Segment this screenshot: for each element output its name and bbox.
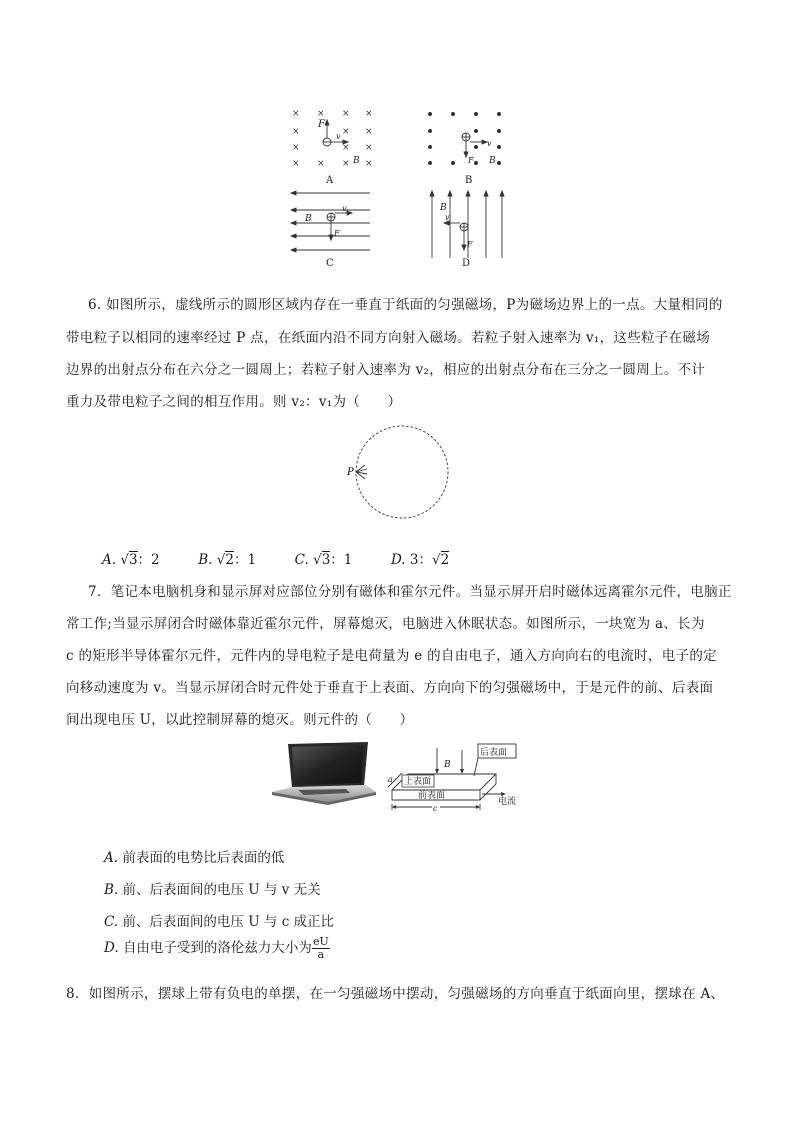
q6-options [102,548,449,568]
q6-line-1: 6. 如图所示，虚线所示的圆形区域内存在一垂直于纸面的匀强磁场，P为磁场边界上的一点。大量相同的 [88,297,723,313]
q6-line-4: 重力及带电粒子之间的相互作用。则 v₂：v₁为（ ） [66,394,402,410]
q7-line-1: 7．笔记本电脑机身和显示屏对应部位分别有磁体和霍尔元件。当显示屏开启时磁体远离霍尔元件，电脑正 [88,584,732,600]
q6-line-2: 带电粒子以相同的速率经过 P 点，在纸面内沿不同方向射入磁场。若粒子射入速率为 v₁，这些粒子在磁场 [66,330,710,346]
svg-text:×: × [292,127,300,137]
label-b: B [465,175,473,186]
front-surface-label: 前表面 [418,791,446,801]
force-label-c: F [334,229,340,238]
force-label-a: F [318,119,325,130]
velocity-label-c: v [342,204,347,213]
label-d: D [462,258,471,269]
label-c: C [326,258,334,269]
svg-text:×: × [365,109,373,119]
q7-choice-d[interactable]: D. 自由电子受到的洛伦兹力大小为 $\frac{eU}{a}$ [104,935,329,961]
diagram-a [292,109,373,169]
svg-text:×: × [292,159,300,169]
svg-text:×: × [342,109,350,119]
velocity-label-a: v [336,132,341,141]
fraction-eu-over-a: $\frac{eU}{a}$ [312,935,329,961]
field-label-b: B [489,156,496,166]
svg-text:×: × [365,127,373,137]
point-p-label: P [347,467,354,478]
q7-line-5: 间出现电压 U，以此控制屏幕的熄灭。则元件的（ ） [66,712,414,728]
q6-option-a[interactable]: A. √3：2 [102,552,160,568]
q7-line-3: c 的矩形半导体霍尔元件，元件内的导电粒子是电荷量为 e 的自由电子，通入方向向右的电流时，电子的定 [66,648,717,664]
svg-text:×: × [292,143,300,153]
velocity-label-d: v [445,213,450,222]
q6-option-c[interactable]: C. √3：1 [294,552,353,568]
hall-b-label: B [444,760,451,770]
svg-text:×: × [342,143,350,153]
field-label-a: B [353,156,360,166]
svg-text:×: × [365,159,373,169]
force-label-d: F [467,240,473,249]
length-c-label: c [433,804,438,812]
back-surface-label: 后表面 [480,748,508,758]
current-label: 电流 [498,797,517,807]
field-label-c: B [305,214,312,224]
svg-text:×: × [317,109,325,119]
hall-element-figure [382,742,522,812]
q7-choice-c[interactable]: C. 前、后表面间的电压 U 与 c 成正比 [104,914,335,930]
top-surface-label: 上表面 [404,777,432,787]
laptop-image [268,740,378,806]
svg-text:×: × [342,159,350,169]
q7-line-4: 向移动速度为 v。当显示屏闭合时元件处于垂直于上表面、方向向下的匀强磁场中，于是元件的前、后表面 [66,680,714,696]
svg-text:×: × [365,143,373,153]
svg-text:×: × [292,109,300,119]
q6-option-d[interactable]: D. 3：√2 [390,552,450,568]
label-a: A [326,175,334,186]
field-label-d: B [440,203,447,213]
q6-option-b[interactable]: B. √2：1 [198,552,257,568]
svg-text:×: × [317,159,325,169]
q7-choice-a[interactable]: A. 前表面的电势比后表面的低 [104,850,285,866]
q7-choice-b[interactable]: B. 前、后表面间的电压 U 与 v 无关 [104,882,321,898]
width-a-label: a [388,775,393,784]
force-label-b: F [468,156,474,165]
q7-line-2: 常工作;当显示屏闭合时磁体靠近霍尔元件，屏幕熄灭，电脑进入休眠状态。如图所示，一块宽为 a、长为 [66,616,705,632]
q6-line-3: 边界的出射点分布在六分之一圆周上；若粒子射入速率为 v₂，相应的出射点分布在三分之一圆周上。不计 [66,362,706,378]
particle-arrows [356,465,367,479]
q8-line-1: 8．如图所示，摆球上带有负电的单摆，在一匀强磁场中摆动，匀强磁场的方向垂直于纸面向里，摆球在 A、 [66,986,725,1002]
svg-text:×: × [342,127,350,137]
circle-field-figure [345,425,455,520]
diagram-c [291,191,370,252]
magnetic-force-diagrams [280,100,520,275]
velocity-label-b: v [487,139,492,148]
